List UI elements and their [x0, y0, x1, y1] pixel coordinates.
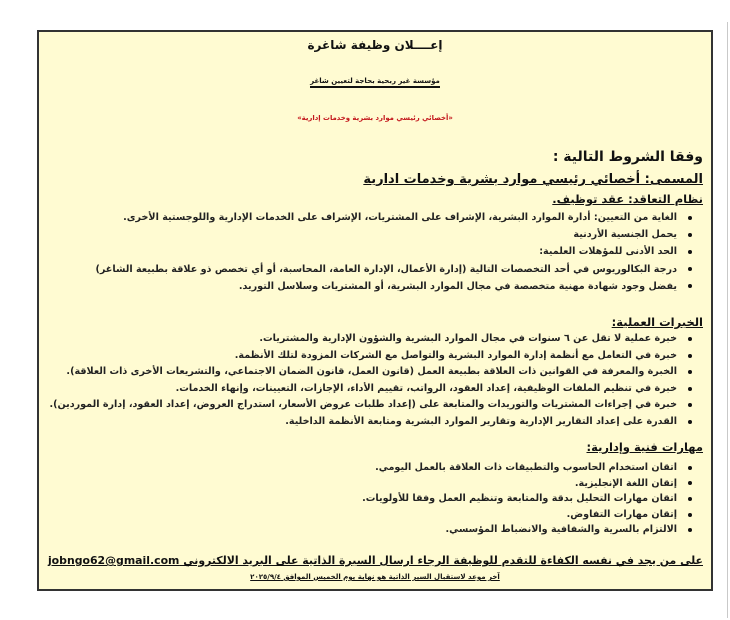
experience-heading: الخبرات العملية:: [611, 315, 703, 329]
contract-heading: نظام التعاقد: عقد توظيف.: [552, 192, 703, 206]
page-edge-divider: [727, 22, 728, 618]
list-item: خبرة عملية لا تقل عن ٦ سنوات في مجال الموارد البشرية والشؤون الإدارية والمشتريات.: [47, 331, 697, 348]
list-item: اتقان استخدام الحاسوب والتطبيقات ذات العلاقة بالعمل اليومي.: [47, 460, 697, 476]
job-advertisement: [37, 30, 713, 591]
list-item: يحمل الجنسية الأردنية: [47, 226, 697, 243]
list-item: يفضل وجود شهادة مهنية متخصصة في مجال الموارد البشرية، أو المشتريات وسلاسل التوريد.: [47, 278, 697, 295]
conditions-intro: وفقا الشروط التالية :: [552, 149, 703, 165]
list-item: إتقان اللغة الإنجليزية.: [47, 476, 697, 492]
list-item: الغاية من التعيين: أدارة الموارد البشرية، الإشراف على المشتريات، الإشراف على الخدمات الإدارية واللوجستية الأخرى.: [47, 209, 697, 226]
list-item: الحد الأدنى للمؤهلات العلمية:: [47, 243, 697, 260]
list-item: الالتزام بالسرية والشفافية والانضباط المؤسسي.: [47, 522, 697, 538]
ad-title: إعــــلان وظيفة شاغرة: [307, 38, 443, 52]
job-title-line: المسمى: أخصائي رئيسي موارد بشرية وخدمات ادارية: [363, 172, 703, 187]
ad-position-title: «أخصائي رئيسي موارد بشرية وخدمات إدارية»: [297, 114, 453, 122]
list-item: خبرة في إجراءات المشتريات والتوريدات والمتابعة على (إعداد طلبات عروض الأسعار، استدراج العروض، إعداد العقود، إدارة الموردين).: [47, 397, 697, 414]
experience-list: [47, 331, 697, 430]
apply-instructions: على من يجد في نفسه الكفاءة للتقدم للوظيفة الرجاء ارسال السيرة الذاتية على البريد الالكتروني jobngo62@gmail.com: [47, 554, 703, 567]
list-item: القدرة على إعداد التقارير الإدارية وتقارير الموارد البشرية ومتابعة الأنظمة الداخلية.: [47, 414, 697, 431]
list-item: خبرة في التعامل مع أنظمة إدارة الموارد البشرية والتواصل مع الشركات المزودة لتلك الأنظمة.: [47, 348, 697, 365]
list-item: خبرة في تنظيم الملفات الوظيفية، إعداد العقود، الرواتب، تقييم الأداء، الإجازات، التعيينات، وإنهاء الخدمات.: [47, 381, 697, 398]
ad-subtitle-text: مؤسسة غير ربحية بحاجة لتعيين شاغر: [310, 77, 440, 88]
skills-heading: مهارات فنية وإدارية:: [586, 440, 703, 454]
skills-list: [47, 460, 697, 538]
application-deadline: آخر موعد لاستقبال السير الذاتية هو نهاية يوم الخميس الموافق ٢٠٢٥/٩/٤: [250, 573, 500, 581]
contract-list: [47, 209, 697, 295]
list-item: اتقان مهارات التحليل بدقة والمتابعة وتنظيم العمل وفقا للأولويات.: [47, 491, 697, 507]
list-item: درجة البكالوريوس في أحد التخصصات التالية (إدارة الأعمال، الإدارة العامة، المحاسبة، أو أي تخصص ذو علاقة بطبيعة الشاغر): [47, 261, 697, 278]
ad-subtitle: [39, 77, 711, 85]
list-item: الخبرة والمعرفة في القوانين ذات العلاقة بطبيعة العمل (قانون العمل، قانون الضمان الاجتماعي، والتشريعات الأخرى ذات العلاقة).: [47, 364, 697, 381]
list-item: إتقان مهارات التفاوض.: [47, 507, 697, 523]
